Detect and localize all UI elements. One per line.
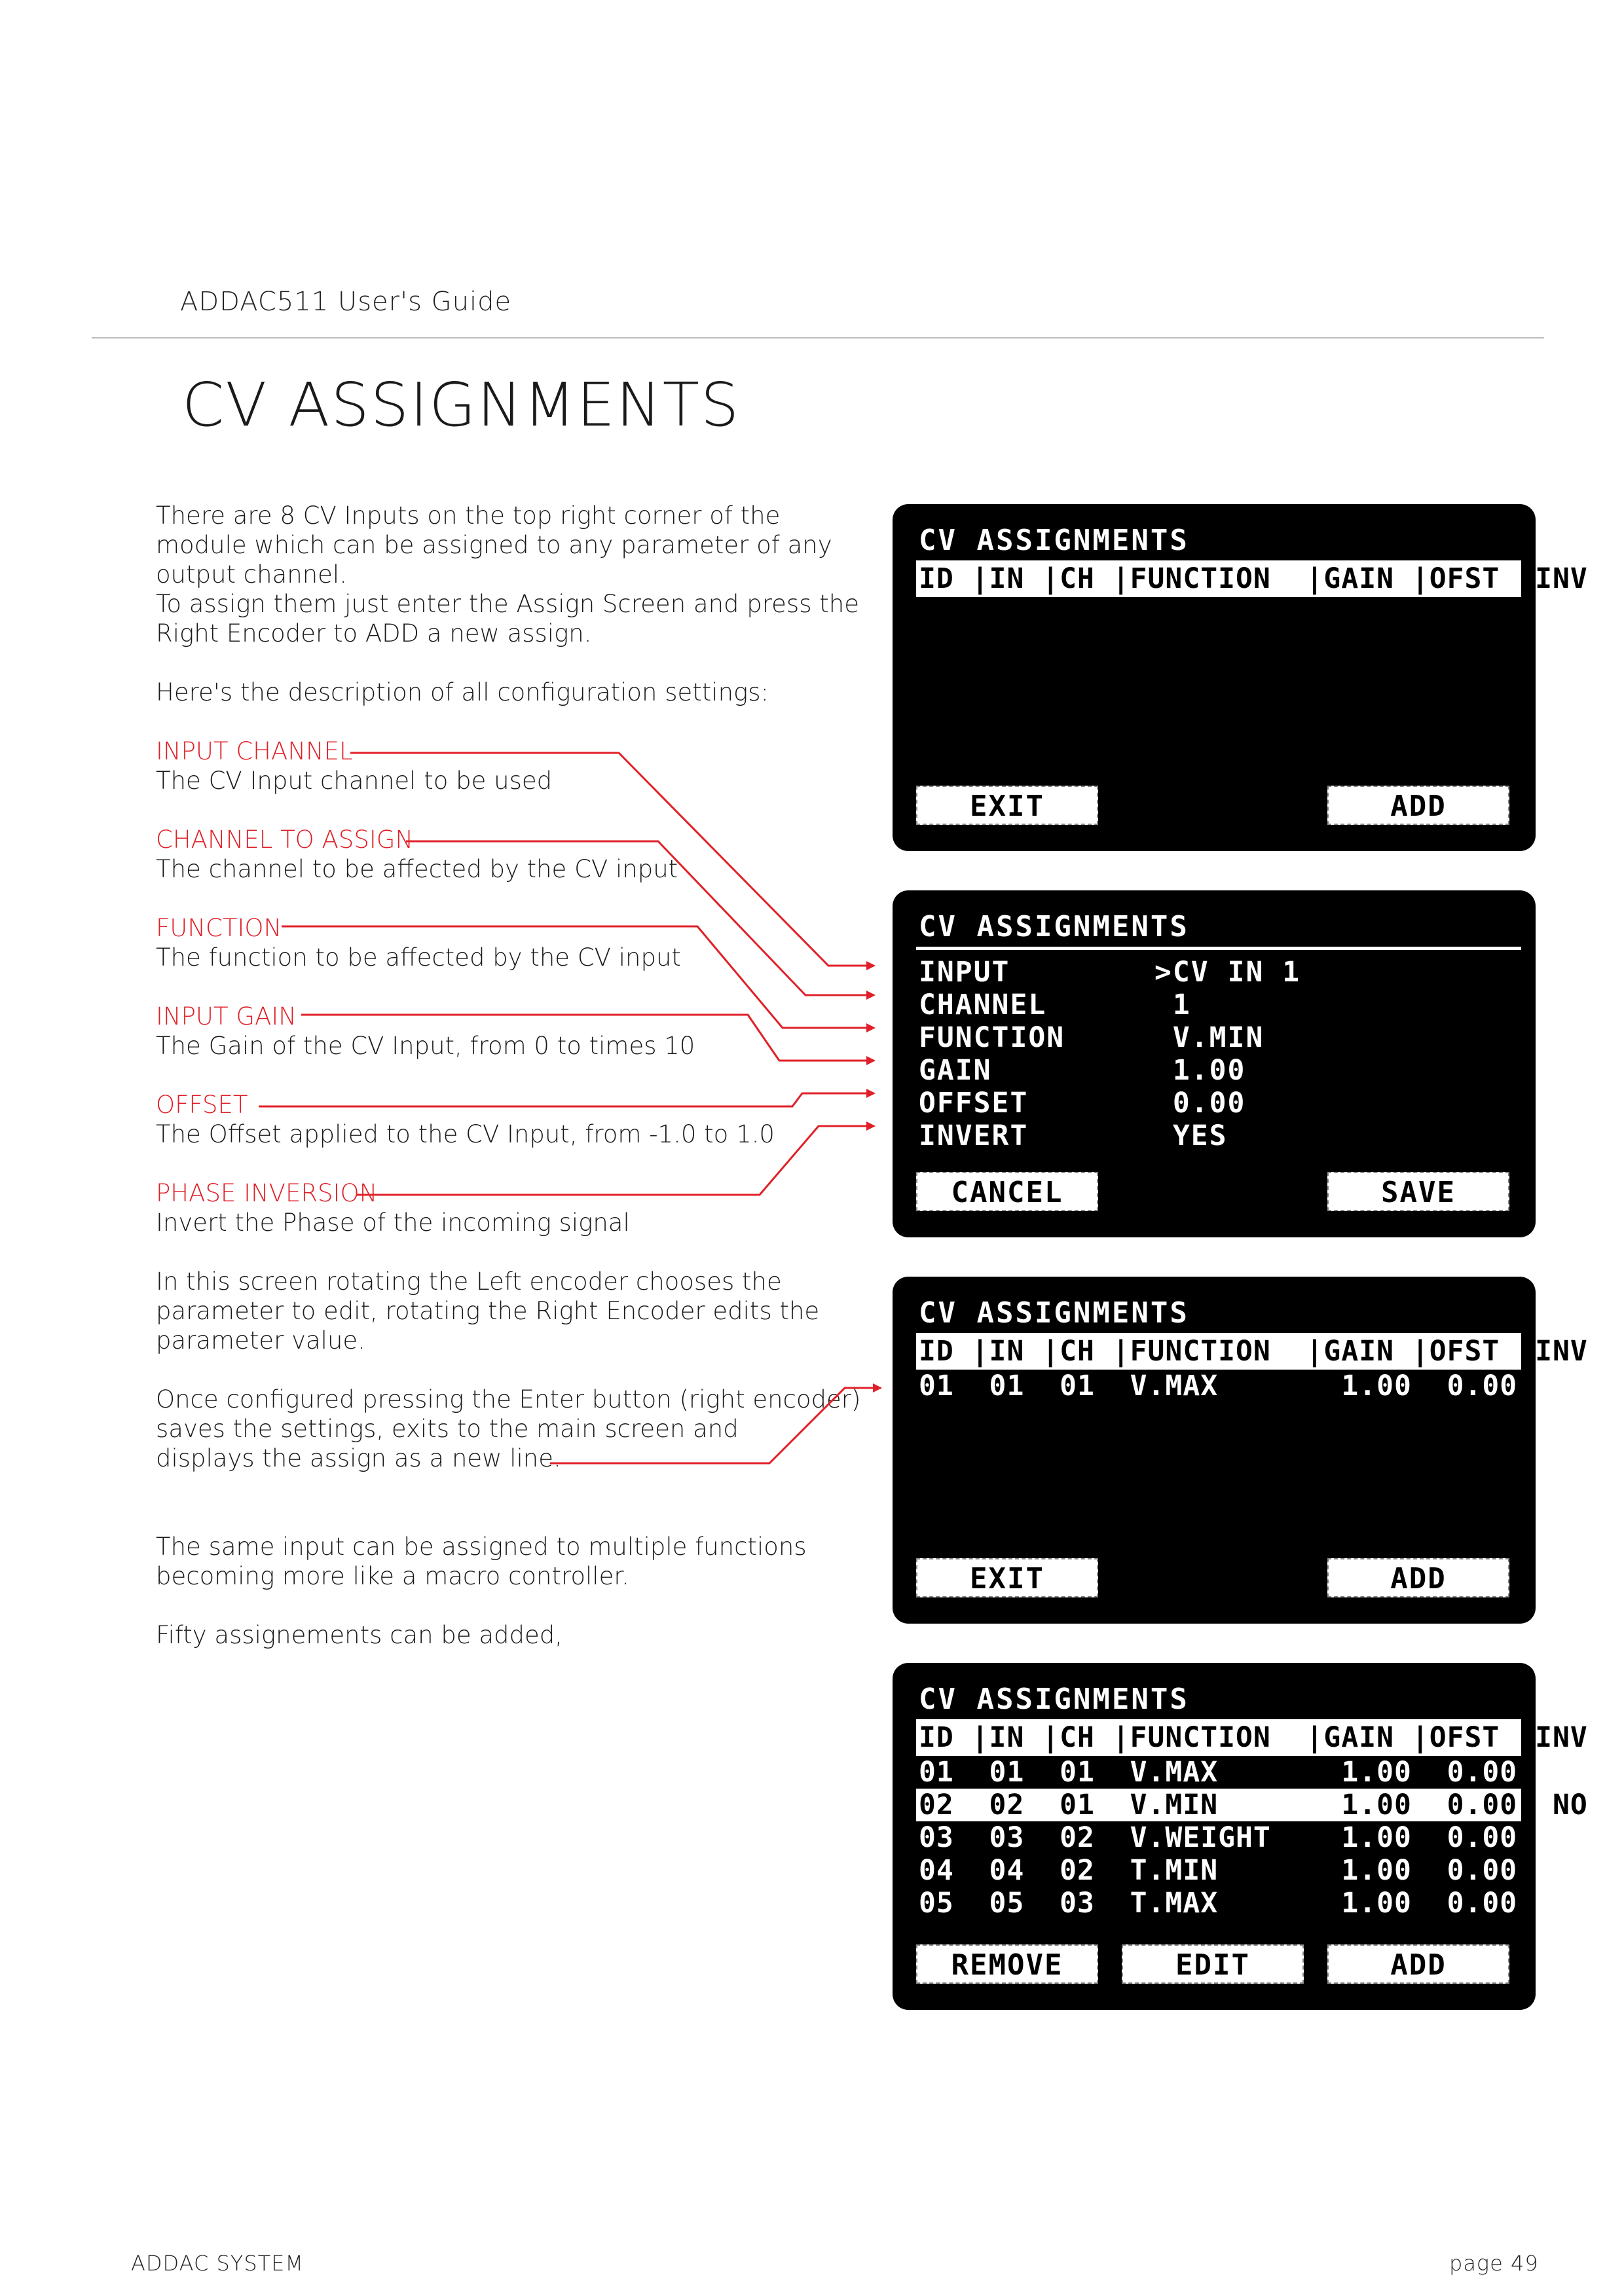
column-header: ID |IN |CH |FUNCTION |GAIN |OFST |INV bbox=[916, 1719, 1521, 1756]
param-key-invert: INVERT bbox=[919, 1120, 1029, 1152]
arrow-input-channel bbox=[350, 753, 874, 966]
param-key-offset: OFFSET bbox=[919, 1087, 1029, 1120]
screen-title: CV ASSIGNMENTS bbox=[919, 1296, 1189, 1330]
doc-header: ADDAC511 User's Guide bbox=[180, 287, 512, 317]
setting-desc-gain: The Gain of the CV Input, from 0 to times 10 bbox=[156, 1032, 695, 1060]
footer-brand: ADDAC SYSTEM bbox=[131, 2251, 304, 2276]
setting-label-channel: CHANNEL TO ASSIGN bbox=[156, 826, 414, 854]
assign-row[interactable]: 01 01 01 V.MAX 1.00 0.00 YES bbox=[919, 1756, 1606, 1789]
add-button[interactable]: ADD bbox=[1327, 1558, 1509, 1597]
intro-line: output channel. bbox=[156, 560, 347, 589]
arrow-offset bbox=[259, 1093, 874, 1106]
macro-line: The same input can be assigned to multiple functions bbox=[156, 1533, 807, 1561]
screen-title: CV ASSIGNMENTS bbox=[919, 910, 1189, 943]
intro-line: module which can be assigned to any parameter of any bbox=[156, 531, 832, 559]
param-value-channel[interactable]: 1 bbox=[1154, 989, 1191, 1021]
setting-desc-offset: The Offset applied to the CV Input, from -1.0 to 1.0 bbox=[156, 1120, 775, 1148]
intro-line: To assign them just enter the Assign Screen and press the bbox=[156, 590, 859, 618]
screen-title: CV ASSIGNMENTS bbox=[919, 524, 1189, 557]
enter-line: displays the assign as a new line. bbox=[156, 1444, 561, 1472]
screen-title: CV ASSIGNMENTS bbox=[919, 1683, 1189, 1716]
exit-button[interactable]: EXIT bbox=[916, 786, 1098, 825]
assign-row[interactable]: 04 04 02 T.MIN 1.00 0.00 YES bbox=[919, 1854, 1606, 1887]
desc-heading: Here's the description of all configuration settings: bbox=[156, 678, 769, 706]
edit-line: In this screen rotating the Left encoder chooses the bbox=[156, 1267, 782, 1296]
edit-button[interactable]: EDIT bbox=[1122, 1944, 1304, 1984]
column-header: ID |IN |CH |FUNCTION |GAIN |OFST |INV bbox=[916, 560, 1521, 597]
enter-line: Once configured pressing the Enter button (right encoder) bbox=[156, 1385, 861, 1413]
setting-desc-channel: The channel to be affected by the CV input bbox=[156, 855, 678, 883]
assign-row-selected[interactable]: 02 02 01 V.MIN 1.00 0.00 NO bbox=[916, 1789, 1521, 1821]
param-value-invert[interactable]: YES bbox=[1154, 1120, 1228, 1152]
arrow-channel bbox=[406, 841, 874, 995]
arrow-invert bbox=[357, 1126, 874, 1195]
page-number: page 49 bbox=[1449, 2251, 1539, 2276]
param-value-function[interactable]: V.MIN bbox=[1154, 1021, 1264, 1054]
add-button[interactable]: ADD bbox=[1327, 1944, 1509, 1984]
assign-row[interactable]: 05 05 03 T.MAX 1.00 0.00 NO bbox=[919, 1887, 1588, 1920]
column-header: ID |IN |CH |FUNCTION |GAIN |OFST |INV bbox=[916, 1333, 1521, 1370]
assign-row[interactable]: 03 03 02 V.WEIGHT 1.00 0.00 NO bbox=[919, 1821, 1588, 1854]
param-value-offset[interactable]: 0.00 bbox=[1154, 1087, 1246, 1120]
assign-row[interactable]: 01 01 01 V.MAX 1.00 0.00 YES bbox=[919, 1370, 1606, 1402]
setting-desc-invert: Invert the Phase of the incoming signal bbox=[156, 1209, 630, 1237]
intro-line: There are 8 CV Inputs on the top right corner of the bbox=[156, 501, 781, 530]
param-key-function: FUNCTION bbox=[919, 1021, 1065, 1054]
setting-label-function: FUNCTION bbox=[156, 914, 282, 942]
edit-line: parameter value. bbox=[156, 1326, 365, 1355]
param-key-gain: GAIN bbox=[919, 1054, 992, 1087]
edit-line: parameter to edit, rotating the Right Encoder edits the bbox=[156, 1297, 820, 1325]
setting-label-offset: OFFSET bbox=[156, 1091, 248, 1119]
arrow-gain bbox=[301, 1015, 874, 1061]
arrow-function bbox=[282, 926, 874, 1028]
param-key: INPUT bbox=[919, 956, 1010, 989]
page-title: CV ASSIGNMENTS bbox=[182, 370, 741, 440]
param-key-channel: CHANNEL bbox=[919, 989, 1047, 1021]
arrow-enter bbox=[550, 1388, 881, 1463]
setting-label-input-channel: INPUT CHANNEL bbox=[156, 737, 353, 765]
cancel-button[interactable]: CANCEL bbox=[916, 1172, 1098, 1211]
setting-desc-function: The function to be affected by the CV input bbox=[156, 943, 681, 972]
macro-line: becoming more like a macro controller. bbox=[156, 1562, 629, 1590]
param-value-input[interactable]: >CV IN 1 bbox=[1154, 956, 1301, 989]
add-button[interactable]: ADD bbox=[1327, 786, 1509, 825]
remove-button[interactable]: REMOVE bbox=[916, 1944, 1098, 1984]
exit-button[interactable]: EXIT bbox=[916, 1558, 1098, 1597]
save-button[interactable]: SAVE bbox=[1327, 1172, 1509, 1211]
param-value-gain[interactable]: 1.00 bbox=[1154, 1054, 1246, 1087]
fifty-paragraph: Fifty assignements can be added, bbox=[156, 1621, 563, 1649]
enter-line: saves the settings, exits to the main screen and bbox=[156, 1415, 739, 1443]
setting-label-invert: PHASE INVERSION bbox=[156, 1179, 378, 1207]
intro-line: Right Encoder to ADD a new assign. bbox=[156, 619, 592, 647]
setting-label-gain: INPUT GAIN bbox=[156, 1002, 297, 1030]
setting-desc-input-channel: The CV Input channel to be used bbox=[156, 767, 553, 795]
